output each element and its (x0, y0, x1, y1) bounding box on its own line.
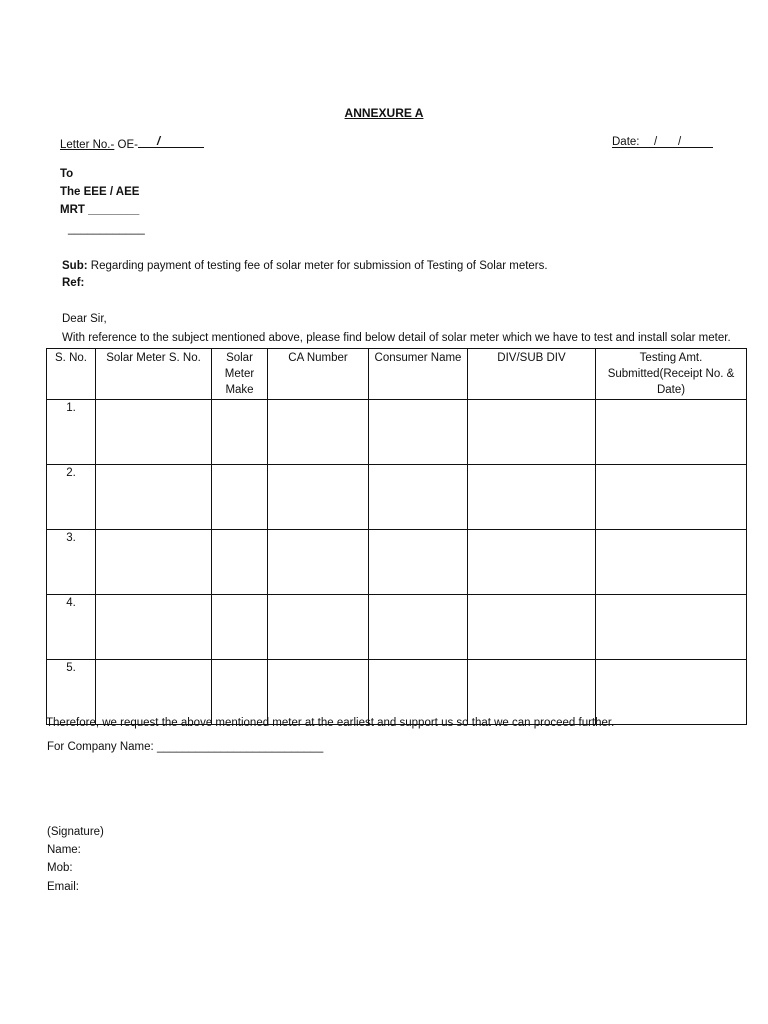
header-ca-number: CA Number (268, 349, 369, 400)
document-title: ANNEXURE A (344, 106, 424, 120)
date-slash-2: / (678, 136, 682, 148)
cell-solar-meter-make[interactable] (212, 660, 268, 725)
row-sno: 5. (47, 660, 96, 725)
cell-solar-meter-sno[interactable] (96, 595, 212, 660)
cell-consumer-name[interactable] (369, 400, 468, 465)
date-slash-1: / (654, 136, 658, 148)
address-mrt-blank: ________ (88, 204, 140, 216)
letter-number-label: Letter No.- (60, 139, 115, 151)
cell-ca-number[interactable] (268, 660, 369, 725)
header-solar-meter-make: Solar Meter Make (212, 349, 268, 400)
address-to: To (60, 168, 74, 180)
address-mrt (60, 204, 139, 216)
cell-consumer-name[interactable] (369, 660, 468, 725)
company-name-label: For Company Name: (47, 741, 154, 753)
cell-consumer-name[interactable] (369, 595, 468, 660)
cell-testing-amt[interactable] (596, 660, 747, 725)
letter-number-prefix: OE- (117, 139, 138, 151)
cell-div-sub-div[interactable] (468, 465, 596, 530)
greeting: Dear Sir, (62, 313, 107, 325)
cell-solar-meter-sno[interactable] (96, 530, 212, 595)
row-sno: 2. (47, 465, 96, 530)
table-row (47, 465, 747, 530)
company-name-blank: __________________________ (156, 741, 324, 753)
cell-consumer-name[interactable] (369, 530, 468, 595)
date-label: Date: (612, 136, 640, 148)
table-row (47, 400, 747, 465)
header-div-sub-div: DIV/SUB DIV (468, 349, 596, 400)
header-sno: S. No. (47, 349, 96, 400)
cell-ca-number[interactable] (268, 595, 369, 660)
cell-solar-meter-make[interactable] (212, 400, 268, 465)
cell-solar-meter-sno[interactable] (96, 465, 212, 530)
intro-paragraph: With reference to the subject mentioned above, please find below detail of solar meter which we have to test and install solar meter. (62, 332, 731, 344)
table-header-row (47, 349, 747, 400)
reference-label: Ref: (62, 277, 85, 289)
table-row (47, 595, 747, 660)
row-sno: 3. (47, 530, 96, 595)
address-line-1: The EEE / AEE (60, 186, 140, 198)
header-testing-amt: Testing Amt. Submitted(Receipt No. & Date) (596, 349, 747, 400)
company-name-field (47, 741, 323, 753)
table-row (47, 660, 747, 725)
letter-number-field (60, 137, 204, 151)
letter-number-slash: / (156, 136, 161, 148)
cell-solar-meter-make[interactable] (212, 530, 268, 595)
letter-number-blank (138, 137, 204, 148)
cell-solar-meter-sno[interactable] (96, 400, 212, 465)
subject-line (62, 260, 548, 272)
cell-testing-amt[interactable] (596, 595, 747, 660)
header-solar-meter-sno: Solar Meter S. No. (96, 349, 212, 400)
meter-details-table (46, 348, 747, 725)
row-sno: 4. (47, 595, 96, 660)
cell-consumer-name[interactable] (369, 465, 468, 530)
cell-div-sub-div[interactable] (468, 530, 596, 595)
cell-solar-meter-sno[interactable] (96, 660, 212, 725)
address-extra-blank: ____________ (68, 223, 145, 235)
cell-ca-number[interactable] (268, 465, 369, 530)
cell-ca-number[interactable] (268, 530, 369, 595)
cell-solar-meter-make[interactable] (212, 595, 268, 660)
subject-text: Regarding payment of testing fee of solar meter for submission of Testing of Solar meters. (87, 260, 548, 272)
cell-testing-amt[interactable] (596, 530, 747, 595)
date-blank (612, 137, 713, 148)
row-sno: 1. (47, 400, 96, 465)
cell-div-sub-div[interactable] (468, 595, 596, 660)
subject-label: Sub: (62, 260, 88, 272)
header-consumer-name: Consumer Name (369, 349, 468, 400)
table-row (47, 530, 747, 595)
cell-testing-amt[interactable] (596, 400, 747, 465)
cell-div-sub-div[interactable] (468, 660, 596, 725)
cell-div-sub-div[interactable] (468, 400, 596, 465)
cell-solar-meter-make[interactable] (212, 465, 268, 530)
signatory-mobile-label: Mob: (47, 862, 73, 874)
cell-ca-number[interactable] (268, 400, 369, 465)
signatory-name-label: Name: (47, 844, 81, 856)
closing-paragraph: Therefore, we request the above mentioned meter at the earliest and support us so that we can proceed further. (46, 717, 615, 729)
date-field (612, 137, 713, 151)
signature-label: (Signature) (47, 826, 104, 838)
address-mrt-label: MRT (60, 204, 85, 216)
cell-testing-amt[interactable] (596, 465, 747, 530)
signatory-email-label: Email: (47, 881, 79, 893)
